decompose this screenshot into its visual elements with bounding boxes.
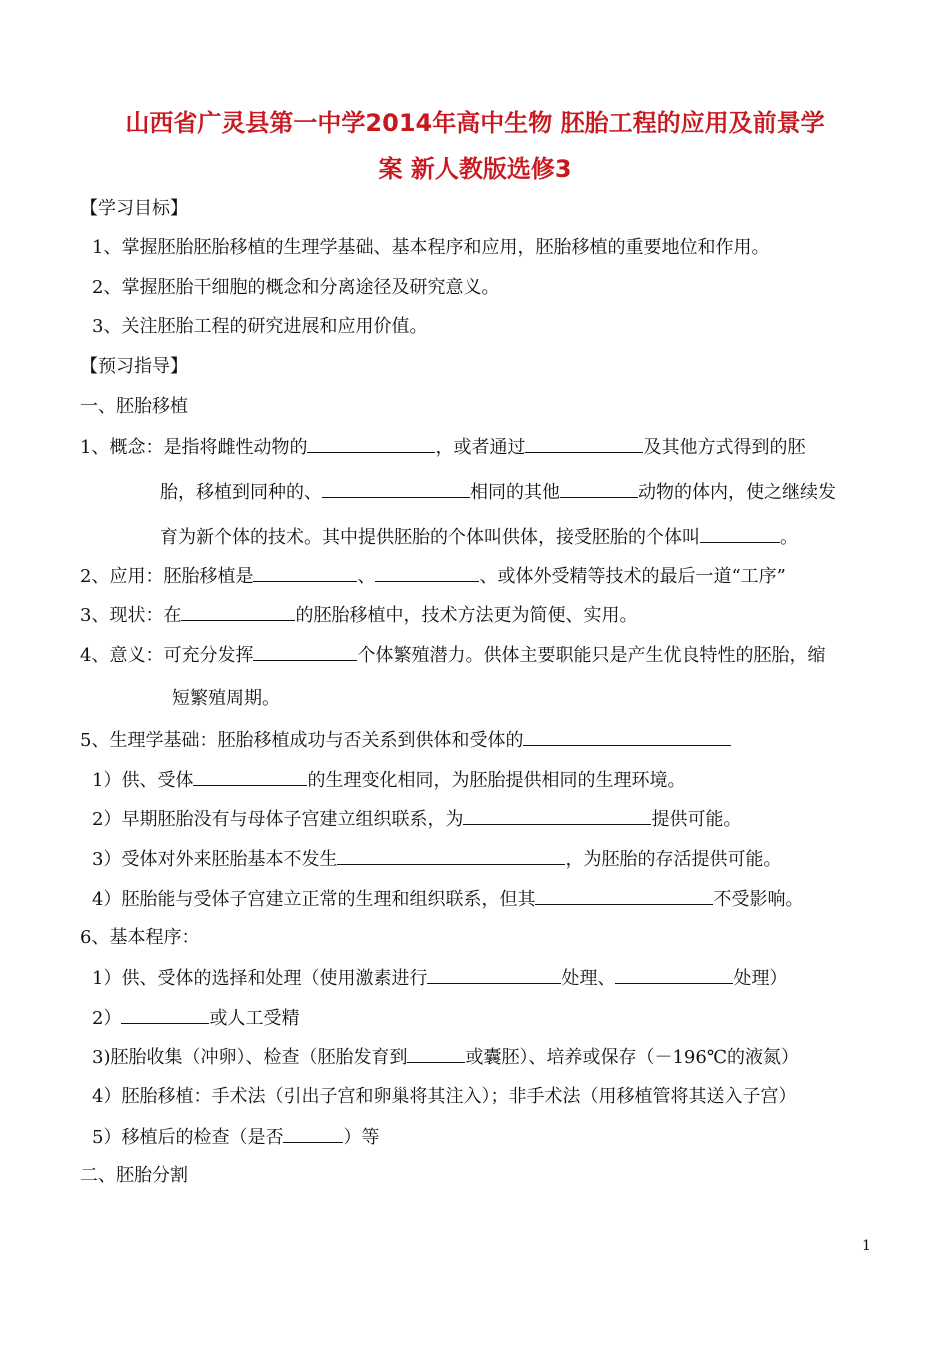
paragraph-concept-cont: 育为新个体的技术。其中提供胚胎的个体叫供体，接受胚胎的个体叫 。 [160,524,798,551]
fill-blank[interactable] [407,1044,465,1063]
paragraph-physiology: 5、生理学基础：胚胎移植成功与否关系到供体和受体的 [80,727,731,754]
fill-blank[interactable] [121,1005,209,1024]
physiology-item: 4）胚胎能与受体子宫建立正常的生理和组织联系，但其 不受影响。 [92,886,803,913]
fill-blank[interactable] [337,846,565,865]
title-line-1: 山西省广灵县第一中学2014年高中生物 胚胎工程的应用及前景学 [125,109,825,137]
paragraph-status: 3、现状：在 的胚胎移植中，技术方法更为简便、实用。 [80,602,637,629]
fill-blank[interactable] [307,434,435,453]
fill-blank[interactable] [525,434,643,453]
goal-item: 3、关注胚胎工程的研究进展和应用价值。 [92,316,428,337]
fill-blank[interactable] [560,479,638,498]
fill-blank[interactable] [253,563,357,582]
fill-blank[interactable] [375,563,479,582]
fill-blank[interactable] [253,642,357,661]
section-heading-goals: 【学习目标】 [80,198,188,219]
fill-blank[interactable] [181,602,295,621]
procedure-item: 1）供、受体的选择和处理（使用激素进行 处理、 处理） [92,965,787,992]
procedure-item: 3)胚胎收集（冲卵）、检查（胚胎发育到 或囊胚）、培养或保存（－196℃的液氮） [92,1044,799,1071]
page-number: 1 [862,1238,871,1254]
paragraph-concept: 1、概念：是指将雌性动物的 ，或者通过 及其他方式得到的胚 [80,434,805,461]
section-heading-guide: 【预习指导】 [80,356,188,377]
fill-blank[interactable] [283,1124,343,1143]
paragraph-significance: 4、意义：可充分发挥 个体繁殖潜力。供体主要职能只是产生优良特性的胚胎，缩 [80,642,825,669]
fill-blank[interactable] [615,965,733,984]
title-line-2: 案 新人教版选修3 [378,155,572,183]
physiology-item: 1）供、受体 的生理变化相同，为胚胎提供相同的生理环境。 [92,767,685,794]
paragraph-procedure: 6、基本程序： [80,927,200,948]
document-title [60,100,890,192]
fill-blank[interactable] [427,965,561,984]
procedure-item: 5）移植后的检查（是否 ）等 [92,1124,379,1151]
physiology-item: 3）受体对外来胚胎基本不发生 ，为胚胎的存活提供可能。 [92,846,781,873]
heading-embryo-splitting: 二、胚胎分割 [80,1165,188,1186]
paragraph-significance-cont: 短繁殖周期。 [172,688,280,709]
paragraph-concept-cont: 胎，移植到同种的、 相同的其他 动物的体内，使之继续发 [160,479,836,506]
fill-blank[interactable] [535,886,713,905]
procedure-item: 4）胚胎移植：手术法（引出子宫和卵巢将其注入）；非手术法（用移植管将其送入子宫） [92,1086,797,1107]
fill-blank[interactable] [523,727,731,746]
fill-blank[interactable] [700,524,780,543]
fill-blank[interactable] [322,479,470,498]
physiology-item: 2）早期胚胎没有与母体子宫建立组织联系，为 提供可能。 [92,806,741,833]
heading-embryo-transfer: 一、胚胎移植 [80,396,188,417]
fill-blank[interactable] [463,806,651,825]
procedure-item: 2） 或人工受精 [92,1005,299,1032]
fill-blank[interactable] [193,767,307,786]
goal-item: 1、掌握胚胎胚胎移植的生理学基础、基本程序和应用，胚胎移植的重要地位和作用。 [92,237,770,258]
paragraph-application: 2、应用：胚胎移植是 、 、或体外受精等技术的最后一道“工序” [80,563,786,590]
goal-item: 2、掌握胚胎干细胞的概念和分离途径及研究意义。 [92,277,500,298]
